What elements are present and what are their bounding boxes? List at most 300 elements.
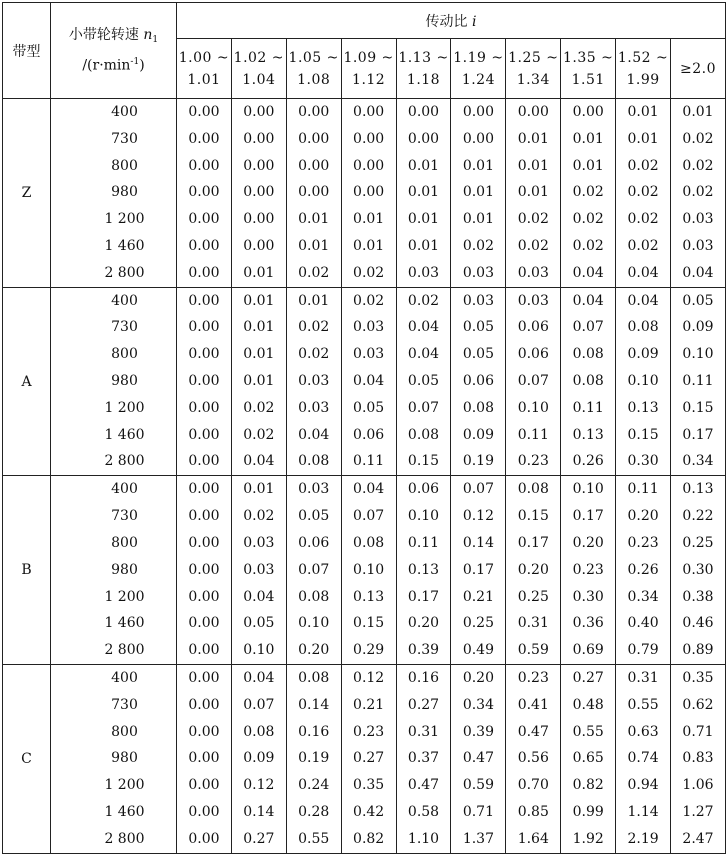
power-increment-value: 0.00 — [298, 130, 330, 147]
power-increment-value: 0.05 — [407, 373, 440, 390]
speed-value: 1 200 — [104, 588, 145, 605]
power-increment-value: 0.31 — [627, 669, 659, 686]
power-increment-value: 0.83 — [682, 750, 714, 767]
speed-value: 730 — [111, 508, 138, 525]
value-cell — [177, 287, 232, 476]
power-increment-value: 0.17 — [407, 588, 440, 605]
belt-type-cell: A — [3, 287, 51, 476]
power-increment-value: 0.24 — [298, 777, 330, 794]
speed-cell — [51, 287, 177, 476]
table-row — [3, 287, 726, 476]
power-increment-value: 0.00 — [188, 130, 220, 147]
power-increment-value: 0.04 — [298, 426, 330, 443]
value-cell — [561, 287, 616, 476]
power-increment-value: 0.46 — [682, 615, 714, 632]
power-increment-value: 0.11 — [682, 373, 714, 390]
power-increment-value: 0.05 — [462, 319, 494, 336]
value-cell — [561, 99, 616, 288]
power-increment-value: 0.04 — [353, 481, 385, 498]
power-increment-value: 0.34 — [627, 588, 659, 605]
value-cell — [561, 665, 616, 854]
ratio-range-end: 1.04 — [242, 71, 276, 88]
power-increment-value: 0.00 — [353, 157, 385, 174]
power-increment-value: 0.08 — [462, 399, 494, 416]
power-increment-value: 0.00 — [243, 103, 275, 120]
power-increment-value: 0.02 — [243, 399, 275, 416]
speed-value: 1 460 — [104, 804, 145, 821]
ratio-range-start: 1.19 ~ — [453, 49, 504, 66]
speed-value: 1 200 — [104, 399, 145, 416]
power-increment-value: 0.06 — [298, 534, 330, 551]
power-increment-value: 0.85 — [517, 804, 549, 821]
power-increment-value: 0.00 — [407, 130, 440, 147]
power-increment-value: 0.04 — [353, 373, 385, 390]
value-cell — [231, 287, 286, 476]
power-increment-value: 0.17 — [517, 534, 549, 551]
ratio-range-end: 1.18 — [406, 71, 441, 88]
power-increment-value: 1.27 — [682, 804, 714, 821]
power-increment-value: 0.03 — [682, 211, 714, 228]
header-ratio-7 — [561, 39, 616, 99]
speed-value: 2 800 — [104, 453, 145, 470]
power-increment-value: 0.30 — [627, 453, 659, 470]
belt-type-cell: C — [3, 665, 51, 854]
speed-value: 1 460 — [104, 237, 145, 254]
power-increment-value: 0.01 — [627, 103, 659, 120]
header-ratio-2 — [286, 39, 341, 99]
power-increment-value: 0.02 — [298, 346, 330, 363]
power-increment-value: 0.29 — [353, 642, 385, 659]
power-increment-value: 0.27 — [243, 830, 275, 847]
power-increment-value: 0.00 — [243, 184, 275, 201]
power-increment-value: 0.06 — [353, 426, 385, 443]
power-increment-value: 0.00 — [188, 211, 220, 228]
power-increment-value: 0.20 — [517, 561, 549, 578]
power-increment-value: 0.06 — [407, 481, 440, 498]
value-cell — [286, 99, 341, 288]
belt-type-cell: Z — [3, 99, 51, 288]
value-cell — [561, 476, 616, 665]
power-increment-value: 0.23 — [517, 453, 549, 470]
power-increment-value: 0.04 — [243, 669, 275, 686]
value-cell — [231, 99, 286, 288]
power-increment-value: 0.04 — [243, 588, 275, 605]
power-increment-value: 0.00 — [188, 534, 220, 551]
power-increment-value: 0.16 — [298, 723, 330, 740]
power-increment-value: 0.30 — [682, 561, 714, 578]
power-increment-value: 0.22 — [682, 508, 714, 525]
power-increment-value: 0.00 — [517, 103, 549, 120]
power-increment-value: 0.21 — [462, 588, 494, 605]
power-increment-value: 0.14 — [243, 804, 275, 821]
power-increment-value: 0.02 — [243, 508, 275, 525]
power-increment-value: 1.06 — [682, 777, 714, 794]
power-increment-value: 0.35 — [353, 777, 385, 794]
power-increment-value: 0.15 — [682, 399, 714, 416]
power-increment-value: 0.02 — [682, 184, 714, 201]
power-increment-value: 0.14 — [298, 696, 330, 713]
power-increment-value: 0.17 — [462, 561, 494, 578]
power-increment-value: 0.03 — [462, 292, 494, 309]
power-increment-value: 0.01 — [243, 264, 275, 281]
power-increment-value: 0.82 — [572, 777, 604, 794]
power-increment-value: 0.05 — [243, 615, 275, 632]
power-increment-value: 0.03 — [353, 346, 385, 363]
power-increment-value: 0.99 — [572, 804, 604, 821]
header-ratio-3 — [341, 39, 396, 99]
table-row — [3, 99, 726, 288]
power-increment-value: 0.02 — [627, 184, 659, 201]
power-increment-value: 0.04 — [627, 292, 659, 309]
power-increment-value: 0.08 — [407, 426, 440, 443]
speed-value: 730 — [111, 130, 138, 147]
power-increment-value: 0.03 — [298, 399, 330, 416]
power-increment-value: 0.12 — [353, 669, 385, 686]
speed-value: 1 200 — [104, 211, 145, 228]
speed-value: 2 800 — [104, 642, 145, 659]
value-cell — [451, 287, 506, 476]
power-increment-value: 0.06 — [462, 373, 494, 390]
speed-value: 400 — [111, 669, 138, 686]
power-increment-value: 0.13 — [572, 426, 604, 443]
value-cell — [177, 665, 232, 854]
power-increment-value: 0.05 — [462, 346, 494, 363]
power-increment-value: 0.01 — [243, 319, 275, 336]
speed-value: 1 460 — [104, 426, 145, 443]
power-increment-value: 0.00 — [462, 103, 494, 120]
power-increment-value: 0.27 — [407, 696, 440, 713]
value-cell — [286, 287, 341, 476]
power-increment-value: 0.02 — [572, 237, 604, 254]
power-increment-value: 0.37 — [407, 750, 440, 767]
speed-value: 980 — [111, 750, 138, 767]
power-increment-value: 0.47 — [462, 750, 494, 767]
value-cell — [506, 476, 561, 665]
power-increment-value: 0.02 — [462, 237, 494, 254]
power-increment-value: 0.00 — [353, 130, 385, 147]
speed-value: 800 — [111, 346, 138, 363]
power-increment-value: 0.03 — [298, 481, 330, 498]
power-increment-value: 0.01 — [627, 130, 659, 147]
power-increment-value: 0.01 — [298, 292, 330, 309]
power-increment-value: 0.03 — [517, 264, 549, 281]
speed-value: 1 460 — [104, 615, 145, 632]
power-increment-value: 0.09 — [462, 426, 494, 443]
power-increment-value: 0.56 — [517, 750, 549, 767]
power-increment-value: 0.00 — [298, 103, 330, 120]
ratio-range-start: 1.05 ~ — [288, 49, 339, 66]
power-increment-value: 0.00 — [188, 696, 220, 713]
power-increment-value: 0.04 — [627, 264, 659, 281]
speed-value: 800 — [111, 534, 138, 551]
ratio-range-start: 1.02 ~ — [233, 49, 285, 66]
power-increment-value: 0.23 — [353, 723, 385, 740]
power-increment-value: 0.20 — [572, 534, 604, 551]
header-ratio-0 — [177, 39, 232, 99]
power-increment-value: 0.03 — [407, 264, 440, 281]
power-increment-value: 0.20 — [298, 642, 330, 659]
power-increment-value: 0.00 — [462, 130, 494, 147]
power-increment-value: 0.27 — [572, 669, 604, 686]
power-increment-value: 0.05 — [353, 399, 385, 416]
power-increment-value: 0.10 — [243, 642, 275, 659]
power-increment-value: 0.00 — [188, 615, 220, 632]
power-increment-value: 0.01 — [243, 346, 275, 363]
power-increment-value: 0.08 — [517, 481, 549, 498]
power-increment-value: 0.00 — [243, 157, 275, 174]
power-increment-value: 0.03 — [243, 561, 275, 578]
value-cell — [616, 99, 671, 288]
power-increment-value: 0.28 — [298, 804, 330, 821]
speed-value: 730 — [111, 696, 138, 713]
power-increment-value: 0.65 — [572, 750, 604, 767]
power-increment-value: 0.26 — [572, 453, 604, 470]
power-increment-value: 0.89 — [682, 642, 714, 659]
power-increment-value: 0.55 — [298, 830, 330, 847]
power-increment-value: 0.10 — [572, 481, 604, 498]
power-increment-value: 0.62 — [682, 696, 714, 713]
power-increment-value: 0.39 — [462, 723, 494, 740]
power-increment-value: 0.02 — [682, 157, 714, 174]
value-cell — [286, 476, 341, 665]
power-increment-value: 0.11 — [517, 426, 549, 443]
speed-cell — [51, 476, 177, 665]
ratio-range-start: 1.00 ~ — [178, 49, 230, 66]
value-cell — [506, 99, 561, 288]
power-increment-value: 0.79 — [627, 642, 659, 659]
power-increment-value: 0.07 — [407, 399, 440, 416]
power-increment-value: 0.20 — [462, 669, 494, 686]
power-increment-value: 0.19 — [298, 750, 330, 767]
power-increment-value: 0.03 — [353, 319, 385, 336]
value-cell — [671, 665, 726, 854]
speed-value: 400 — [111, 292, 138, 309]
power-increment-value: 0.10 — [627, 373, 659, 390]
value-cell — [341, 476, 396, 665]
power-increment-value: 0.02 — [572, 184, 604, 201]
value-cell — [451, 665, 506, 854]
power-increment-value: 0.00 — [188, 426, 220, 443]
power-increment-value: 0.47 — [407, 777, 440, 794]
power-increment-value: 0.13 — [407, 561, 440, 578]
value-cell — [616, 287, 671, 476]
power-increment-value: 0.07 — [353, 508, 385, 525]
power-increment-value: 1.64 — [517, 830, 549, 847]
power-increment-value: 0.31 — [407, 723, 440, 740]
power-increment-value: 0.02 — [517, 211, 549, 228]
power-increment-value: 0.01 — [517, 157, 549, 174]
power-increment-value: 0.02 — [298, 319, 330, 336]
value-cell — [396, 99, 451, 288]
power-increment-value: 0.00 — [353, 184, 385, 201]
value-cell — [177, 476, 232, 665]
power-increment-table — [2, 2, 726, 854]
value-cell — [231, 665, 286, 854]
power-increment-value: 0.01 — [243, 373, 275, 390]
power-increment-value: 0.08 — [572, 346, 604, 363]
value-cell — [451, 99, 506, 288]
power-increment-value: 0.25 — [462, 615, 494, 632]
power-increment-value: 0.30 — [572, 588, 604, 605]
power-increment-value: 0.08 — [298, 453, 330, 470]
power-increment-value: 0.39 — [407, 642, 440, 659]
power-increment-value: 0.01 — [407, 184, 440, 201]
power-increment-value: 0.03 — [517, 292, 549, 309]
power-increment-value: 0.01 — [462, 211, 494, 228]
power-increment-value: 0.03 — [682, 237, 714, 254]
power-increment-value: 0.00 — [298, 157, 330, 174]
header-belt-type: 带型 — [3, 3, 51, 99]
power-increment-value: 0.11 — [627, 481, 659, 498]
power-increment-value: 0.15 — [627, 426, 659, 443]
power-increment-value: 0.21 — [353, 696, 385, 713]
value-cell — [616, 476, 671, 665]
value-cell — [396, 476, 451, 665]
power-increment-value: 0.01 — [353, 237, 385, 254]
power-increment-value: 0.00 — [188, 264, 220, 281]
power-increment-value: 0.01 — [407, 157, 440, 174]
power-increment-value: 0.05 — [682, 292, 714, 309]
power-increment-value: 0.00 — [188, 399, 220, 416]
power-increment-value: 0.02 — [627, 157, 659, 174]
power-increment-value: 0.00 — [188, 804, 220, 821]
power-increment-value: 0.02 — [407, 292, 440, 309]
power-increment-value: 0.01 — [298, 211, 330, 228]
power-increment-value: 0.19 — [462, 453, 494, 470]
power-increment-value: 0.08 — [298, 669, 330, 686]
power-increment-value: 0.63 — [627, 723, 659, 740]
power-increment-value: 0.59 — [517, 642, 549, 659]
power-increment-value: 0.01 — [462, 157, 494, 174]
speed-value: 400 — [111, 481, 138, 498]
power-increment-value: 2.47 — [682, 830, 714, 847]
power-increment-value: 0.13 — [627, 399, 659, 416]
power-increment-value: 0.20 — [407, 615, 440, 632]
speed-cell — [51, 665, 177, 854]
value-cell — [616, 665, 671, 854]
power-increment-value: 0.36 — [572, 615, 604, 632]
power-increment-value: 0.04 — [243, 453, 275, 470]
power-increment-value: 0.15 — [353, 615, 385, 632]
power-increment-value: 0.00 — [298, 184, 330, 201]
ratio-range-end: 1.99 — [626, 71, 660, 88]
power-increment-value: 0.07 — [517, 373, 549, 390]
power-increment-value: 0.00 — [188, 453, 220, 470]
value-cell — [286, 665, 341, 854]
power-increment-value: 0.71 — [462, 804, 494, 821]
power-increment-value: 0.00 — [572, 103, 604, 120]
power-increment-value: 0.01 — [243, 481, 275, 498]
power-increment-value: 1.37 — [462, 830, 494, 847]
power-increment-value: 0.10 — [407, 508, 440, 525]
power-increment-value: 0.42 — [353, 804, 385, 821]
power-increment-value: 0.41 — [517, 696, 549, 713]
power-increment-value: 0.09 — [243, 750, 275, 767]
power-increment-value: 0.02 — [353, 264, 385, 281]
power-increment-value: 0.11 — [572, 399, 604, 416]
speed-value: 980 — [111, 184, 138, 201]
power-increment-value: 0.09 — [627, 346, 659, 363]
ratio-range-end: 1.34 — [516, 71, 550, 88]
value-cell — [341, 99, 396, 288]
header-pulley-speed: 小带轮转速 $n_1$ $/(r\cdot\min^{-1})$ — [51, 3, 177, 99]
speed-value: 800 — [111, 157, 138, 174]
power-increment-value: 0.10 — [353, 561, 385, 578]
power-increment-value: 0.23 — [572, 561, 604, 578]
power-increment-value: 0.58 — [407, 804, 440, 821]
ratio-range-start: 1.13 ~ — [398, 49, 449, 66]
ratio-range-end: 1.01 — [187, 71, 221, 88]
ratio-range-end: 1.51 — [571, 71, 605, 88]
power-increment-value: 0.08 — [572, 373, 604, 390]
header-ratio-1 — [231, 39, 286, 99]
power-increment-value: 0.01 — [243, 292, 275, 309]
power-increment-value: 0.23 — [627, 534, 659, 551]
power-increment-value: 0.00 — [188, 346, 220, 363]
power-increment-value: 0.01 — [572, 130, 604, 147]
ratio-range-start: 1.35 ~ — [563, 49, 614, 66]
power-increment-value: 0.09 — [682, 319, 714, 336]
power-increment-value: 0.17 — [682, 426, 714, 443]
power-increment-value: 0.26 — [627, 561, 659, 578]
power-increment-value: 0.12 — [462, 508, 494, 525]
value-cell — [671, 99, 726, 288]
power-increment-value: 0.69 — [572, 642, 604, 659]
power-increment-value: 0.01 — [353, 211, 385, 228]
ratio-range-end: 1.08 — [297, 71, 331, 88]
value-cell — [396, 665, 451, 854]
power-increment-value: 0.05 — [298, 508, 330, 525]
power-increment-value: 0.00 — [188, 319, 220, 336]
power-increment-value: 1.92 — [572, 830, 604, 847]
power-increment-value: 0.00 — [188, 588, 220, 605]
power-increment-value: 0.00 — [188, 830, 220, 847]
header-ratio-4 — [396, 39, 451, 99]
power-increment-value: 0.00 — [188, 642, 220, 659]
speed-value: 730 — [111, 319, 138, 336]
power-increment-value: 0.31 — [517, 615, 549, 632]
header-ratio-8 — [616, 39, 671, 99]
table-row — [3, 476, 726, 665]
power-increment-value: 0.25 — [517, 588, 549, 605]
power-increment-value: 0.07 — [462, 481, 494, 498]
ratio-range-start: 1.52 ~ — [617, 49, 669, 66]
power-increment-value: 0.11 — [407, 534, 440, 551]
power-increment-value: 0.04 — [572, 292, 604, 309]
power-increment-value: 0.82 — [353, 830, 385, 847]
power-increment-value: 0.34 — [682, 453, 714, 470]
power-increment-value: 0.35 — [682, 669, 714, 686]
power-increment-value: 0.02 — [627, 211, 659, 228]
power-increment-value: 0.01 — [572, 157, 604, 174]
power-increment-value: 0.07 — [243, 696, 275, 713]
power-increment-value: 0.00 — [243, 130, 275, 147]
power-increment-value: 0.01 — [517, 184, 549, 201]
power-increment-value: 0.03 — [243, 534, 275, 551]
power-increment-value: 0.06 — [517, 346, 549, 363]
power-increment-value: 0.11 — [353, 453, 385, 470]
power-increment-value: 0.00 — [243, 211, 275, 228]
power-increment-value: 0.14 — [462, 534, 494, 551]
power-increment-value: 0.49 — [462, 642, 494, 659]
belt-type-cell: B — [3, 476, 51, 665]
power-increment-value: 0.48 — [572, 696, 604, 713]
power-increment-value: 0.02 — [627, 237, 659, 254]
power-increment-value: 0.00 — [188, 103, 220, 120]
power-increment-value: 0.04 — [407, 319, 440, 336]
power-increment-value: 0.17 — [572, 508, 604, 525]
power-increment-value: 0.08 — [298, 588, 330, 605]
